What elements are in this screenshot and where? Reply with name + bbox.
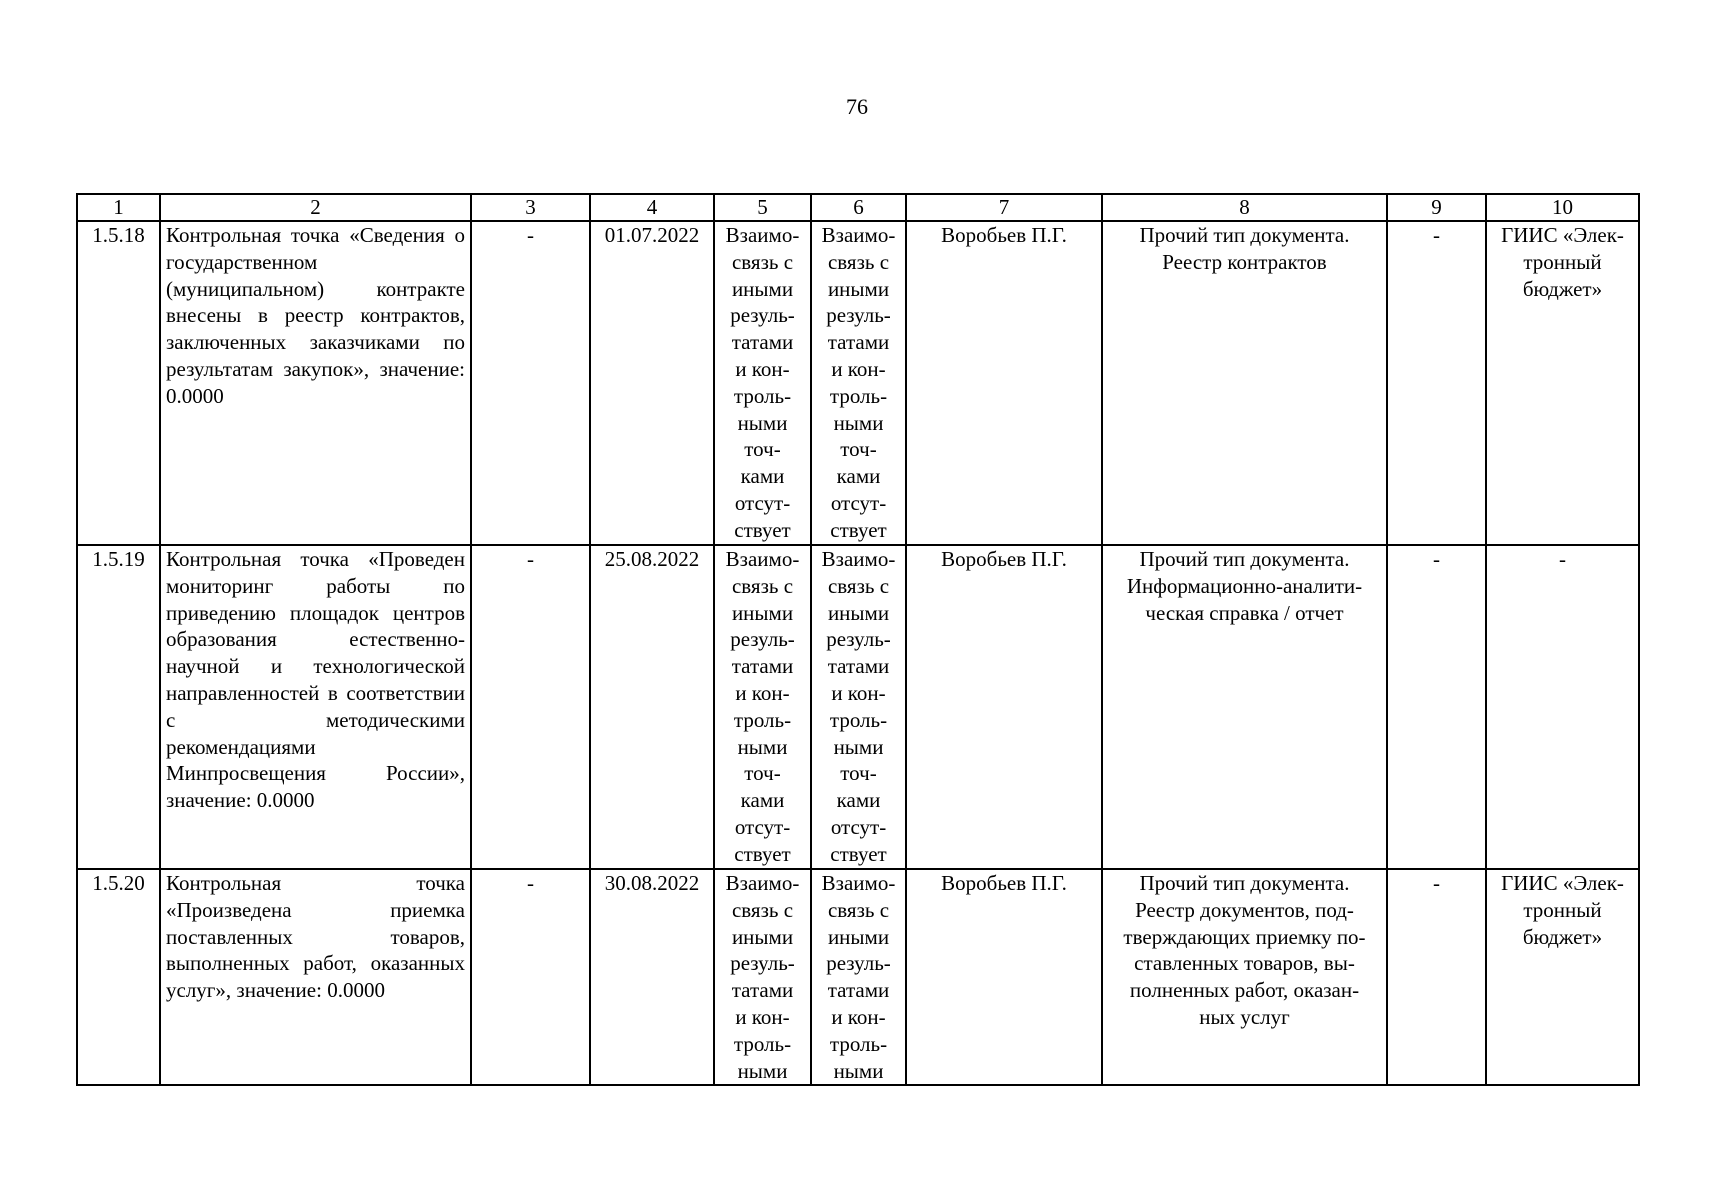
table-row bbox=[77, 545, 1639, 869]
table-row bbox=[77, 221, 1639, 545]
column-header-4: 4 bbox=[590, 194, 714, 221]
row-col5: Взаимо- связь с иными резуль- татами и кон- троль- ными точ- ками отсут- ствует bbox=[714, 545, 811, 869]
row-number: 1.5.20 bbox=[77, 869, 160, 1085]
column-header-1: 1 bbox=[77, 194, 160, 221]
column-header-3: 3 bbox=[471, 194, 590, 221]
row-col5: Взаимо- связь с иными резуль- татами и кон- троль- ными точ- ками отсут- ствует bbox=[714, 221, 811, 545]
row-doc-type: Прочий тип документа. Реестр документов, под- тверждающих приемку по- ставленных товаров, вы- полненных работ, оказан- ных услуг bbox=[1102, 869, 1387, 1085]
row-responsible: Воробьев П.Г. bbox=[906, 221, 1102, 545]
row-col6: Взаимо- связь с иными резуль- татами и кон- троль- ными точ- ками отсут- ствует bbox=[811, 545, 906, 869]
data-table bbox=[76, 193, 1640, 1086]
row-col3: - bbox=[471, 545, 590, 869]
row-col6: Взаимо- связь с иными резуль- татами и кон- троль- ными bbox=[811, 869, 906, 1085]
row-description: Контрольная точка «Сведения о государственном (муниципальном) контракте внесены в реестр контрактов, заключенных заказчиками по результатам закупок», значение: 0.0000 bbox=[160, 221, 471, 545]
row-number: 1.5.19 bbox=[77, 545, 160, 869]
row-date: 25.08.2022 bbox=[590, 545, 714, 869]
table-row bbox=[77, 869, 1639, 1085]
row-description: Контрольная точка «Произведена приемка поставленных товаров, выполненных работ, оказанных услуг», значение: 0.0000 bbox=[160, 869, 471, 1085]
row-doc-type: Прочий тип документа. Информационно-аналити- ческая справка / отчет bbox=[1102, 545, 1387, 869]
column-header-2: 2 bbox=[160, 194, 471, 221]
row-responsible: Воробьев П.Г. bbox=[906, 869, 1102, 1085]
column-header-8: 8 bbox=[1102, 194, 1387, 221]
row-col3: - bbox=[471, 221, 590, 545]
row-system: ГИИС «Элек- тронный бюджет» bbox=[1486, 221, 1639, 545]
column-header-5: 5 bbox=[714, 194, 811, 221]
row-col9: - bbox=[1387, 869, 1486, 1085]
row-description: Контрольная точка «Проведен мониторинг работы по приведению площадок центров образования естественно-научной и технологической направленностей в соответствии с методическими рекомендациями Минпросвещения России», значение: 0.0000 bbox=[160, 545, 471, 869]
column-header-7: 7 bbox=[906, 194, 1102, 221]
row-col6: Взаимо- связь с иными резуль- татами и кон- троль- ными точ- ками отсут- ствует bbox=[811, 221, 906, 545]
row-responsible: Воробьев П.Г. bbox=[906, 545, 1102, 869]
column-header-10: 10 bbox=[1486, 194, 1639, 221]
row-doc-type: Прочий тип документа. Реестр контрактов bbox=[1102, 221, 1387, 545]
column-header-9: 9 bbox=[1387, 194, 1486, 221]
header-row bbox=[77, 194, 1639, 221]
row-system: ГИИС «Элек- тронный бюджет» bbox=[1486, 869, 1639, 1085]
row-date: 01.07.2022 bbox=[590, 221, 714, 545]
row-col9: - bbox=[1387, 221, 1486, 545]
row-col5: Взаимо- связь с иными резуль- татами и кон- троль- ными bbox=[714, 869, 811, 1085]
row-number: 1.5.18 bbox=[77, 221, 160, 545]
column-header-6: 6 bbox=[811, 194, 906, 221]
page-number: 76 bbox=[846, 94, 868, 119]
row-col3: - bbox=[471, 869, 590, 1085]
row-system: - bbox=[1486, 545, 1639, 869]
row-date: 30.08.2022 bbox=[590, 869, 714, 1085]
row-col9: - bbox=[1387, 545, 1486, 869]
